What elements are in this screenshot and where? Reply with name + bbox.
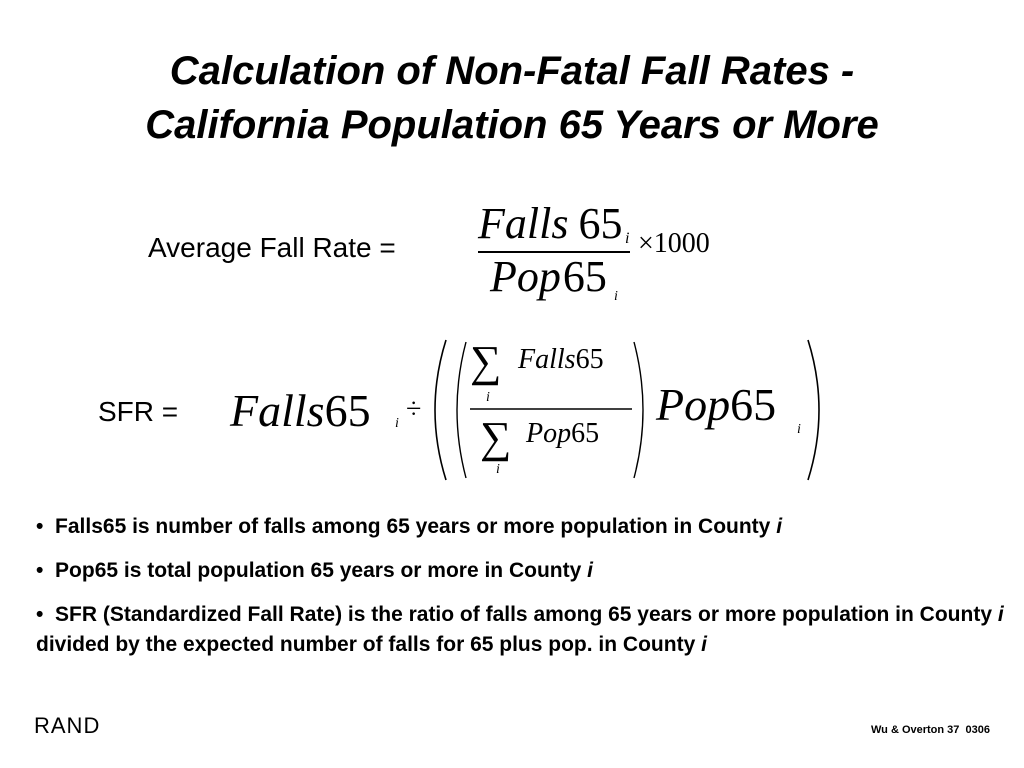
avg-denominator-num: 65 [562,252,607,301]
inner-left-paren [457,342,466,478]
sfr-left-var: Falls [230,385,325,436]
rand-logo: RAND [34,713,101,738]
inner-denominator-var: Pop [526,418,572,449]
divide-sign: ÷ [406,394,422,425]
sum-index-bottom: i [496,462,500,477]
sfr-right-term [656,378,776,431]
avg-denominator-var: Pop [490,252,561,301]
outer-right-paren [808,340,819,480]
bullet-sfr-text-1: SFR (Standardized Fall Rate) is the ratio of falls among 65 years or more population in County [55,603,998,626]
slide-title [0,44,1024,152]
inner-numerator [518,344,604,376]
inner-denominator [526,418,599,450]
bullet-falls65-text: Falls65 is number of falls among 65 years or more population in County [55,515,777,538]
avg-multiplier: ×1000 [638,228,710,259]
avg-numerator-num: 65 [578,199,623,248]
sum-index-top: i [486,390,490,405]
outer-left-paren [435,340,446,480]
inner-numerator-num: 65 [575,344,604,375]
bullet-pop65-var: i [587,559,593,582]
sum-symbol-bottom: ∑ [480,413,512,462]
sfr-label: SFR = [98,396,179,427]
inner-numerator-var: Falls [518,344,576,375]
bullet-sfr-var-2: i [701,633,707,656]
sfr-right-num: 65 [730,379,777,430]
sfr-right-var: Pop [656,379,731,430]
bullet-pop65-text: Pop65 is total population 65 years or more in County [55,559,588,582]
bullet-pop65: • Pop65 is total population 65 years or more in County i [36,559,593,582]
bullet-falls65: • Falls65 is number of falls among 65 years or more population in County i [36,515,783,538]
sfr-right-subscript: i [797,422,801,437]
title-line-1: Calculation of Non-Fatal Fall Rates - [169,49,855,93]
average-fall-rate-label: Average Fall Rate = [148,232,396,263]
title-line-2: California Population 65 Years or More [145,103,879,147]
avg-numerator-subscript: i [625,230,630,247]
footer-credit: Wu & Overton 37 0306 [870,724,990,736]
sfr-left-subscript: i [395,416,399,431]
bullet-falls65-var: i [776,515,783,538]
bullet-sfr-var-1: i [997,603,1004,626]
bullet-sfr: • SFR (Standardized Fall Rate) is the ratio of falls among 65 years or more population in County i divided by the expected number of falls for 65 plus pop. in County i [36,603,1004,656]
inner-denominator-num: 65 [571,418,600,449]
sfr-left-num: 65 [324,385,371,436]
sfr-left-term [230,384,371,437]
sum-symbol-top: ∑ [470,337,502,386]
avg-numerator-var: Falls [478,199,569,248]
inner-right-paren [634,342,643,478]
definition-bullets [36,512,1006,674]
bullet-sfr-text-2: divided by the expected number of falls for 65 plus pop. in County [36,633,702,656]
avg-denominator-subscript: i [614,289,618,304]
avg-numerator [478,198,622,249]
avg-denominator [490,251,607,302]
